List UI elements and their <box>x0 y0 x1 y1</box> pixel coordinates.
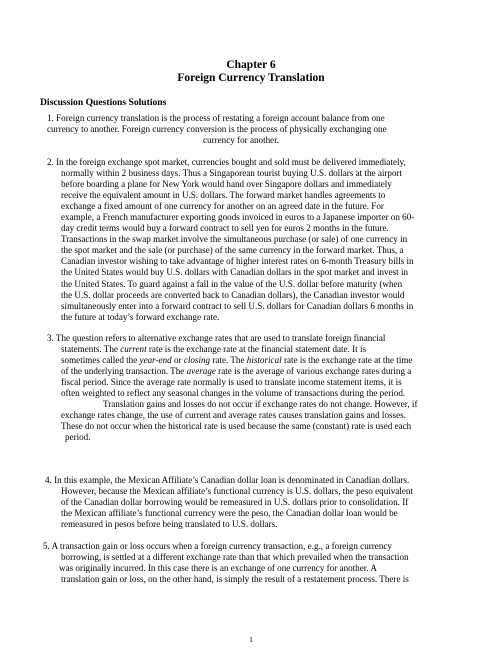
answer-4-line: of the Canadian dollar borrowing would be remeasured in U.S. dollars prior to consolidation. If <box>61 497 409 508</box>
answer-3-line: These do not occur when the historical rate is used because the same (constant) rate is used each <box>61 421 412 432</box>
answer-2-line: Canadian investor wishing to take advantage of higher interest rates on 6-month Treasury bills in <box>61 256 414 267</box>
answer-4-line: 4. In this example, the Mexican Affiliate’s Canadian dollar loan is denominated in Canadian dollars. <box>45 475 410 485</box>
answer-1 <box>47 113 387 146</box>
answer-2-line: Transactions in the swap market involve the simultaneous purchase (or sale) of one currency in <box>61 234 408 245</box>
answer-3-line: sometimes called the year-end or closing rate. The historical rate is the exchange rate at the time <box>61 355 413 366</box>
answer-5 <box>43 541 409 585</box>
answer-3-line: fiscal period. Since the average rate normally is used to translate income statement items, it is <box>61 377 402 388</box>
answer-5-line: borrowing, is settled at a different exchange rate than that which prevailed when the transaction <box>61 552 409 563</box>
answer-2-line: receive the equivalent amount in U.S. dollars. The forward market handles agreements to <box>61 190 386 201</box>
answer-3-line: often weighted to reflect any seasonal changes in the volume of transactions during the period. <box>61 388 406 399</box>
answer-3-line: of the underlying transaction. The average rate is the average of various exchange rates during a <box>61 366 412 377</box>
answer-3-line: 3. The question refers to alternative exchange rates that are used to translate foreign financial <box>47 333 386 343</box>
answer-2-line: simultaneously enter into a forward contract to sell U.S. dollars for Canadian dollars 6 months in <box>61 300 414 311</box>
answer-5-line: translation gain or loss, on the other hand, is simply the result of a restatement process. There is <box>61 574 409 585</box>
answer-2-line: normally within 2 business days. Thus a Singaporean tourist buying U.S. dollars at the airport <box>61 168 403 179</box>
answer-2-line: 2. In the foreign exchange spot market, currencies bought and sold must be delivered immediately, <box>47 157 406 167</box>
answer-2-line: the U.S. dollar proceeds are converted back to Canadian dollars), the Canadian investor would <box>61 289 405 300</box>
answer-4-line: the Mexican affiliate’s functional currency were the peso, the Canadian dollar loan would be <box>61 508 398 519</box>
answer-4 <box>45 475 413 530</box>
answer-2-line: before boarding a plane for New York would hand over Singapore dollars and immediately <box>61 179 392 190</box>
answer-2 <box>47 157 415 323</box>
answer-3-line: period. <box>65 432 91 443</box>
answer-1-line: currency for another. <box>203 135 279 146</box>
answer-4-line: However, because the Mexican affiliate’s functional currency is U.S. dollars, the peso equivalent <box>61 486 413 497</box>
answer-2-line: the future at today’s forward exchange rate. <box>61 311 220 322</box>
page-number: 1 <box>249 635 253 644</box>
chapter-title: Foreign Currency Translation <box>177 72 325 84</box>
answer-2-line: the United States. To guard against a fall in the value of the U.S. dollar before maturity (when <box>61 278 403 289</box>
answer-2-line: the spot market and the sale (or purchase) of the same currency in the forward market. Thus, a <box>61 245 404 256</box>
answer-1-line: 1. Foreign currency translation is the process of restating a foreign account balance from one <box>47 113 385 123</box>
answer-2-line: day credit terms would buy a forward contract to sell yen for euros 2 months in the future. <box>61 223 389 234</box>
answer-5-line: 5. A transaction gain or loss occurs when a foreign currency transaction, e.g., a foreign currency <box>43 541 392 551</box>
answer-3-line: statements. The current rate is the exchange rate at the financial statement date. It is <box>61 344 367 355</box>
answer-3-line: Translation gains and losses do not occur if exchange rates do not change. However, if <box>103 399 418 410</box>
answer-3 <box>47 333 418 443</box>
answer-2-line: exchange a fixed amount of one currency for another on an agreed date in the future. For <box>61 201 384 212</box>
answer-2-line: example, a French manufacturer exporting goods invoiced in euros to a Japanese importer on 60- <box>61 212 415 223</box>
answer-2-line: the United States would buy U.S. dollars with Canadian dollars in the spot market and invest in <box>61 267 409 278</box>
chapter-number: Chapter 6 <box>226 59 276 71</box>
answer-5-line: was originally incurred. In this case there is an exchange of one currency for another. A <box>59 563 377 574</box>
answer-4-line: remeasured in pesos before being translated to U.S. dollars. <box>61 519 278 530</box>
answer-3-line: exchange rates change, the use of current and average rates causes translation gains and losses. <box>61 410 406 421</box>
section-heading: Discussion Questions Solutions <box>40 97 167 108</box>
answer-1-line: currency to another. Foreign currency conversion is the process of physically exchanging one <box>47 124 387 135</box>
